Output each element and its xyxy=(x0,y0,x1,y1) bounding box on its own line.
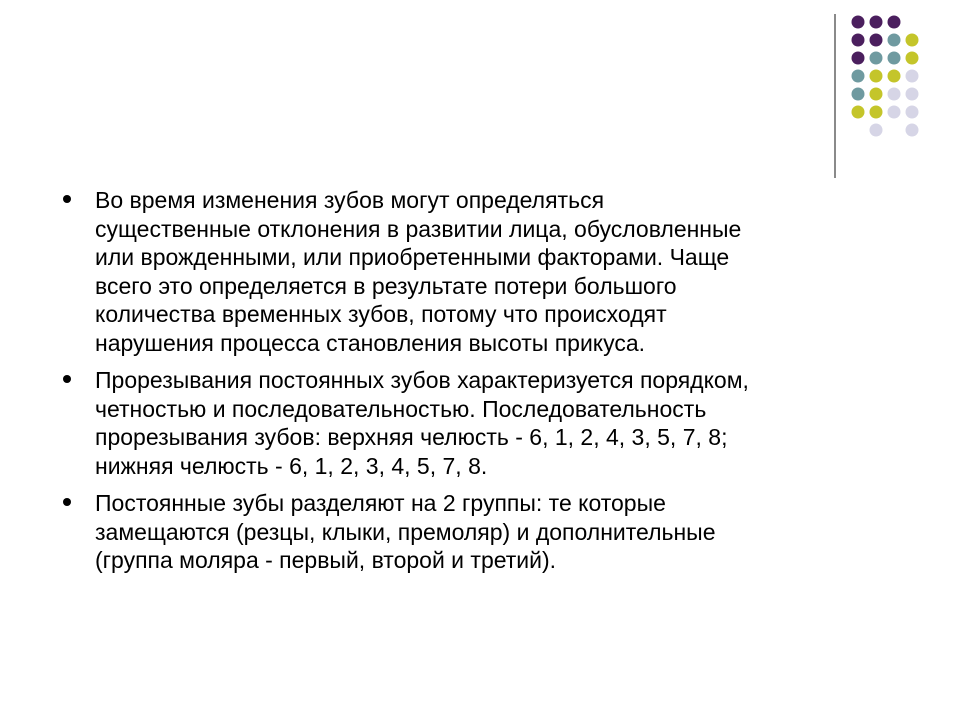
bullet-1-line-6: нарушения процесса становления высоты прикуса. xyxy=(95,329,646,356)
bullet-text-1 xyxy=(95,186,900,357)
slide-body xyxy=(60,186,900,584)
decorative-dot-olive xyxy=(870,70,883,83)
decorative-dot-purple xyxy=(888,16,901,29)
bullet-item-3 xyxy=(60,489,900,575)
bullet-3-line-2: замещаются (резцы, клыки, премоляр) и дополнительные xyxy=(95,518,716,545)
decorative-dot-teal xyxy=(870,52,883,65)
bullet-text-2 xyxy=(95,366,900,480)
decorative-dot-lavender xyxy=(888,88,901,101)
decorative-dot-olive xyxy=(906,34,919,47)
decorative-dot-teal xyxy=(852,70,865,83)
decorative-dot-lavender xyxy=(888,106,901,119)
decorative-dot-olive xyxy=(906,52,919,65)
decorative-dot-teal xyxy=(888,34,901,47)
decorative-dot-lavender xyxy=(906,106,919,119)
bullet-item-2 xyxy=(60,366,900,480)
bullet-1-line-2: существенные отклонения в развитии лица, обусловленные xyxy=(95,215,742,242)
bullet-1-line-5: количества временных зубов, потому что происходят xyxy=(95,301,667,327)
bullet-list xyxy=(60,186,900,575)
decorative-dot-lavender xyxy=(906,70,919,83)
decorative-dot-olive xyxy=(870,106,883,119)
decorative-dot-olive xyxy=(888,70,901,83)
bullet-2-line-1: Прорезывания постоянных зубов характеризуется порядком, xyxy=(95,367,749,393)
bullet-3-line-3: (группа моляра - первый, второй и третий). xyxy=(95,547,557,573)
bullet-2-line-4: нижняя челюсть - 6, 1, 2, 3, 4, 5, 7, 8. xyxy=(95,452,488,479)
bullet-3-line-1: Постоянные зубы разделяют на 2 группы: те которые xyxy=(95,490,666,516)
decorative-dot-lavender xyxy=(870,124,883,137)
bullet-1-line-4: всего это определяется в результате потери большого xyxy=(95,272,677,299)
bullet-dot xyxy=(63,195,71,203)
decorative-dot-lavender xyxy=(906,124,919,137)
decorative-dot-purple xyxy=(852,34,865,47)
decorative-dot-grid xyxy=(0,0,960,200)
bullet-dot xyxy=(63,498,71,506)
bullet-dot xyxy=(63,375,71,383)
decorative-dot-purple xyxy=(852,16,865,29)
bullet-1-line-3: или врожденными, или приобретенными факторами. Чаще xyxy=(95,244,730,270)
bullet-2-line-3: прорезывания зубов: верхняя челюсть - 6, 1, 2, 4, 3, 5, 7, 8; xyxy=(95,424,728,450)
bullet-text-3 xyxy=(95,489,900,575)
decorative-dot-olive xyxy=(852,106,865,119)
decorative-dot-olive xyxy=(870,88,883,101)
bullet-item-1 xyxy=(60,186,900,357)
decorative-dot-teal xyxy=(888,52,901,65)
vertical-divider xyxy=(834,14,836,178)
bullet-1-line-1: Во время изменения зубов могут определяться xyxy=(95,187,605,213)
decorative-dot-teal xyxy=(852,88,865,101)
bullet-2-line-2: четностью и последовательностью. Последовательность xyxy=(95,395,707,422)
decorative-dot-purple xyxy=(870,16,883,29)
decorative-dot-lavender xyxy=(906,88,919,101)
decorative-dot-purple xyxy=(852,52,865,65)
decorative-dot-purple xyxy=(870,34,883,47)
